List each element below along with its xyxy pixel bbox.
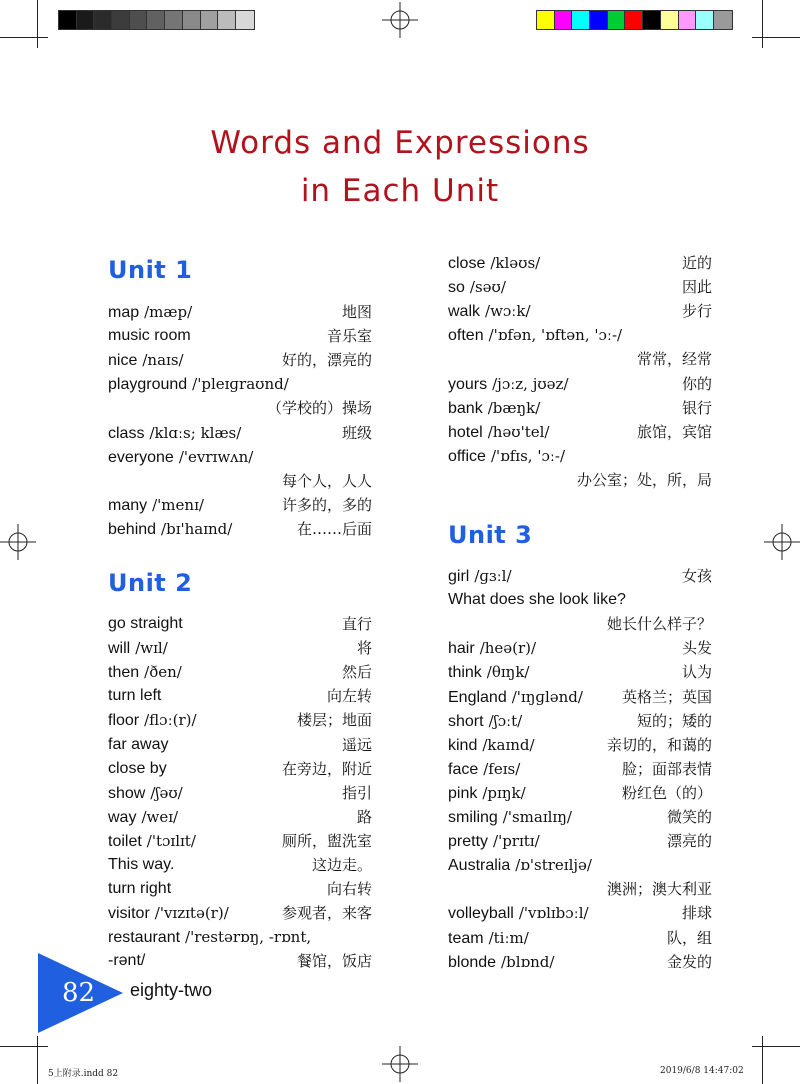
vocab-word-group (108, 519, 232, 540)
vocab-phonetic: /ʃɔːt/ (488, 711, 523, 730)
vocab-word-group (108, 326, 191, 346)
vocab-meaning: 餐馆，饭店 (296, 952, 372, 971)
vocab-word: smiling (448, 809, 498, 826)
vocab-meaning: 队，组 (666, 928, 712, 947)
vocab-word: class (108, 424, 145, 442)
vocab-word: girl (448, 568, 470, 585)
vocab-word-group (108, 783, 183, 804)
vocab-meaning: 微笑的 (666, 808, 712, 826)
vocab-word: music room (108, 327, 191, 345)
vocab-meaning: 步行 (681, 302, 712, 321)
vocab-word: This way. (108, 856, 175, 873)
vocab-word: office (448, 447, 486, 465)
vocab-word-group (108, 759, 167, 779)
vocab-word-group (108, 710, 197, 731)
vocab-phonetic: /θɪŋk/ (486, 663, 530, 682)
vocab-meaning: 在旁边，附近 (281, 759, 372, 778)
unit-heading: Unit 2 (108, 569, 193, 597)
vocab-word: nice (108, 352, 138, 370)
vocab-word-group (448, 687, 583, 708)
vocab-word: close (448, 255, 486, 272)
vocab-word: so (448, 279, 465, 297)
vocab-phonetic: /jɔːz, jʊəz/ (492, 374, 569, 393)
vocab-word-group (448, 590, 626, 610)
vocab-phonetic: /wɪl/ (135, 639, 168, 658)
vocab-word: far away (108, 735, 169, 753)
vocab-meaning: 常常，经常 (636, 350, 712, 369)
vocab-word: pretty (448, 833, 489, 851)
vocab-phonetic: /blɒnd/ (501, 952, 555, 971)
vocab-meaning: 许多的，多的 (281, 495, 372, 514)
vocab-meaning: 好的，漂亮的 (281, 351, 372, 370)
registration-mark-icon (382, 2, 418, 38)
crop-mark (752, 1046, 800, 1047)
vocab-word-group (108, 638, 168, 659)
vocab-word-group (108, 855, 174, 875)
vocab-word-group (448, 398, 540, 419)
vocab-word-group (448, 903, 589, 924)
vocab-meaning: 脸；面部表情 (621, 759, 712, 778)
left-column (108, 0, 372, 1000)
vocab-phonetic: /flɔː(r)/ (144, 711, 197, 730)
vocab-word: -rənt/ (108, 952, 146, 970)
vocab-meaning: 这边走。 (311, 856, 372, 874)
footer-file: 5上附录.indd 82 (48, 1069, 119, 1079)
vocab-word: walk (448, 303, 481, 321)
vocab-phonetic: /mæp/ (144, 303, 193, 321)
vocab-meaning: 每个人，人人 (281, 471, 372, 490)
vocab-word: floor (108, 712, 140, 730)
vocab-phonetic: /'ɪŋɡlənd/ (511, 687, 583, 706)
crop-mark (752, 37, 800, 38)
footer-timestamp: 2019/6/8 14:47:02 (660, 1066, 744, 1076)
vocab-word-group (448, 566, 512, 587)
vocab-word-group (108, 735, 168, 755)
vocab-meaning: 亲切的，和蔼的 (606, 735, 712, 754)
vocab-word-group (448, 952, 554, 973)
vocab-word: hair (448, 640, 475, 658)
vocab-word: go straight (108, 615, 183, 632)
vocab-meaning: （学校的）操场 (266, 399, 372, 418)
vocab-word: behind (108, 520, 157, 538)
vocab-phonetic: /weɪ/ (141, 807, 179, 826)
vocab-meaning: 粉红色（的） (621, 783, 712, 802)
vocab-meaning: 将 (356, 639, 372, 658)
vocab-meaning: 银行 (681, 398, 712, 417)
page-title-line1: Words and Expressions (210, 125, 590, 161)
vocab-word-group (108, 495, 204, 516)
vocab-phonetic: /'tɔɪlɪt/ (146, 831, 196, 850)
vocab-word-group (448, 783, 526, 804)
vocab-phonetic: /ðen/ (144, 663, 182, 682)
vocab-word: turn left (108, 687, 162, 705)
vocab-meaning: 参观者，来客 (281, 904, 372, 923)
vocab-word: kind (448, 736, 478, 754)
vocab-phonetic: /'evrɪwʌn/ (178, 447, 254, 466)
vocab-phonetic: /tiːm/ (488, 928, 529, 947)
vocab-phonetic: /kləʊs/ (490, 254, 541, 272)
gray-swatch (59, 11, 77, 29)
crop-mark (0, 37, 48, 38)
unit-heading: Unit 3 (448, 521, 533, 549)
vocab-meaning: 楼层；地面 (296, 711, 372, 730)
vocab-word: often (448, 327, 484, 345)
vocab-word-group (448, 422, 549, 443)
vocab-meaning: 指引 (341, 783, 372, 802)
vocab-word: pink (448, 784, 478, 802)
vocab-phonetic: /heə(r)/ (479, 639, 537, 658)
vocab-word-group (448, 301, 531, 322)
vocab-phonetic: /naɪs/ (142, 351, 184, 370)
vocab-word: think (448, 664, 482, 682)
vocab-word: map (108, 304, 140, 321)
crop-mark (762, 0, 763, 48)
gray-swatch (77, 11, 95, 29)
vocab-word-group (448, 711, 522, 732)
vocab-phonetic: /'menɪ/ (152, 495, 204, 514)
vocab-meaning: 英格兰；英国 (621, 687, 712, 706)
vocab-word: yours (448, 375, 488, 393)
vocab-word-group (448, 735, 535, 756)
vocab-meaning: 在……后面 (296, 519, 372, 538)
vocab-word: restaurant (108, 929, 181, 947)
vocab-meaning: 班级 (341, 423, 372, 442)
vocab-meaning: 她长什么样子？ (606, 615, 712, 634)
vocab-meaning: 近的 (681, 254, 712, 272)
vocab-meaning: 音乐室 (326, 327, 372, 346)
unit-heading: Unit 1 (108, 256, 193, 284)
vocab-phonetic: /ɒ'streɪljə/ (515, 856, 592, 875)
vocab-word: everyone (108, 448, 174, 466)
page-title-line2: in Each Unit (300, 173, 500, 209)
vocab-phonetic: /kaɪnd/ (482, 735, 535, 754)
vocab-word: many (108, 496, 148, 514)
vocab-word: Australia (448, 857, 511, 875)
vocab-meaning: 排球 (681, 904, 712, 923)
vocab-phonetic: /ʃəʊ/ (150, 783, 183, 802)
vocab-word: visitor (108, 905, 150, 923)
vocab-word: hotel (448, 423, 483, 441)
vocab-phonetic: /'smaɪlɪŋ/ (502, 808, 572, 826)
vocab-word-group (108, 374, 289, 395)
vocab-word-group (448, 277, 506, 298)
vocab-word-group (448, 638, 536, 659)
vocab-meaning: 厕所，盥洗室 (281, 831, 372, 850)
vocab-word: then (108, 664, 140, 682)
vocab-meaning: 漂亮的 (666, 832, 712, 851)
vocab-meaning: 短的；矮的 (636, 711, 712, 730)
vocab-word-group (108, 927, 311, 948)
vocab-phonetic: /klɑːs; klæs/ (149, 423, 242, 442)
vocab-meaning: 向右转 (326, 880, 372, 899)
vocab-word-group (108, 831, 196, 852)
vocab-meaning: 路 (356, 807, 372, 826)
vocab-word-group (448, 325, 622, 346)
vocab-phonetic: /'pleɪɡraʊnd/ (192, 375, 289, 394)
vocab-word-group (108, 662, 182, 683)
vocab-word: turn right (108, 880, 172, 898)
vocab-phonetic: /'vɪzɪtə(r)/ (154, 904, 229, 923)
vocab-meaning: 遥远 (341, 735, 372, 754)
vocab-meaning: 金发的 (666, 952, 712, 971)
vocab-phonetic: /pɪŋk/ (482, 783, 526, 802)
vocab-word-group (108, 879, 171, 899)
vocab-meaning: 你的 (681, 374, 712, 393)
vocab-phonetic: /bæŋk/ (487, 398, 541, 417)
vocab-phonetic: /feɪs/ (483, 759, 521, 778)
vocab-word: England (448, 688, 507, 706)
vocab-phonetic: /'vɒlɪbɔːl/ (518, 904, 589, 923)
vocab-phonetic: /səʊ/ (469, 278, 506, 297)
vocab-word: show (108, 784, 146, 802)
vocab-meaning: 向左转 (326, 687, 372, 706)
vocab-word-group (108, 447, 253, 468)
vocab-word: blonde (448, 953, 497, 971)
vocab-word-group (448, 928, 529, 949)
vocab-word-group (108, 614, 183, 634)
vocab-phonetic: /bɪ'haɪnd/ (161, 519, 233, 538)
color-swatch (714, 11, 732, 29)
vocab-word-group (448, 662, 529, 683)
vocab-word: short (448, 712, 484, 730)
registration-mark-icon (382, 1046, 418, 1082)
vocab-word: will (108, 640, 131, 658)
registration-mark-icon (0, 524, 36, 560)
vocab-word-group (108, 686, 161, 706)
crop-mark (37, 0, 38, 48)
vocab-meaning: 然后 (341, 663, 372, 682)
vocab-word: way (108, 808, 137, 826)
vocab-word-group (448, 759, 520, 780)
vocab-meaning: 认为 (681, 663, 712, 682)
vocab-phonetic: /həʊ'tel/ (487, 422, 550, 441)
vocab-word: What does she look like? (448, 591, 626, 609)
vocab-word-group (448, 855, 592, 876)
crop-mark (37, 1036, 38, 1084)
vocab-phonetic: /ɡɜːl/ (474, 567, 512, 585)
vocab-meaning: 办公室；处，所，局 (576, 470, 712, 489)
vocab-phonetic: /'restərɒŋ, -rɒnt, (185, 928, 312, 947)
vocab-word: bank (448, 399, 483, 417)
vocab-word: toilet (108, 832, 142, 850)
vocab-meaning: 地图 (341, 303, 372, 321)
vocab-word: playground (108, 376, 188, 394)
vocab-phonetic: /'prɪtɪ/ (493, 832, 540, 851)
crop-mark (0, 1046, 48, 1047)
vocab-word-group (108, 302, 192, 323)
vocab-word-group (448, 807, 572, 828)
vocab-word-group (448, 831, 540, 852)
vocab-word: team (448, 929, 484, 947)
vocab-word-group (108, 807, 178, 828)
page-number-word: eighty-two (130, 980, 213, 1000)
vocab-word-group (108, 903, 229, 924)
vocab-phonetic: /wɔːk/ (485, 302, 531, 321)
vocab-meaning: 因此 (681, 278, 712, 297)
vocab-meaning: 头发 (681, 639, 712, 658)
vocab-meaning: 澳洲；澳大利亚 (606, 880, 712, 899)
vocab-meaning: 女孩 (681, 567, 712, 585)
vocab-word: volleyball (448, 905, 514, 923)
vocab-phonetic: /'ɒfɪs, 'ɔː-/ (490, 446, 566, 465)
vocab-phonetic: /'ɒfən, 'ɒftən, 'ɔː-/ (488, 326, 623, 345)
vocab-meaning: 旅馆，宾馆 (636, 422, 712, 441)
vocab-word-group (448, 374, 569, 395)
vocab-word-group (448, 253, 540, 274)
registration-mark-icon (764, 524, 800, 560)
vocab-word: face (448, 760, 479, 778)
vocab-word-group (108, 350, 184, 371)
vocab-word-group (448, 446, 565, 467)
right-column (448, 0, 712, 1000)
crop-mark (762, 1036, 763, 1084)
vocab-word-group (108, 423, 241, 444)
vocab-meaning: 直行 (341, 615, 372, 633)
page-number: 82 (62, 978, 96, 1008)
vocab-word: close by (108, 759, 167, 777)
